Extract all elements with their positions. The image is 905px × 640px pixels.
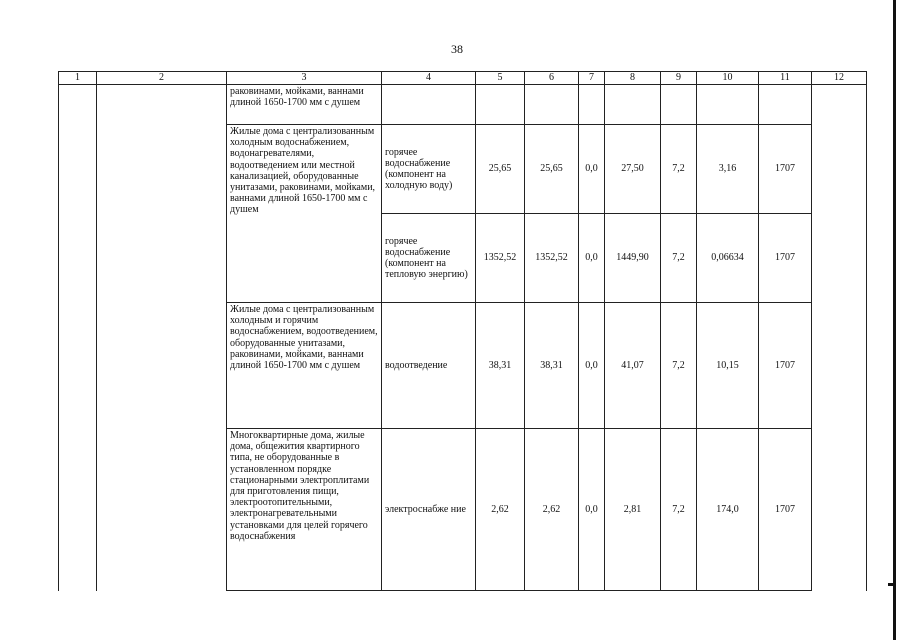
cell-col8	[605, 85, 661, 125]
cell-description: Жилые дома с централизованным холодным и горячим водоснабжением, водоотведением, оборудованные унитазами, раковинами, мойками, ваннами длиной 1650-1700 мм с душем	[227, 303, 382, 429]
cell-service: электроснабже ние	[382, 429, 476, 591]
cell-col7: 0,0	[579, 125, 605, 214]
cell-col8: 1449,90	[605, 214, 661, 303]
header-cell: 1	[59, 72, 97, 85]
table-row	[59, 85, 867, 125]
header-cell: 7	[579, 72, 605, 85]
cell-service: водоотведение	[382, 303, 476, 429]
cell-col9: 7,2	[661, 429, 697, 591]
cell-col6: 2,62	[525, 429, 579, 591]
header-cell: 12	[812, 72, 867, 85]
header-cell: 9	[661, 72, 697, 85]
page-number: 38	[451, 42, 463, 56]
cell-col11	[759, 85, 812, 125]
cell-col6: 38,31	[525, 303, 579, 429]
cell-col10: 10,15	[697, 303, 759, 429]
cell-col6: 25,65	[525, 125, 579, 214]
cell-col10: 174,0	[697, 429, 759, 591]
cell-description: Жилые дома с централизованным холодным водоснабжением, водонагревателями, водоотведением или местной канализацией, оборудованные унитазами, раковинами, мойками, ваннами длиной 1650-1700 мм с душем	[227, 125, 382, 303]
cell-col5: 38,31	[476, 303, 525, 429]
cell-col7: 0,0	[579, 303, 605, 429]
cell-col10: 0,06634	[697, 214, 759, 303]
cell-col2	[97, 85, 227, 591]
cell-col10	[697, 85, 759, 125]
header-cell: 2	[97, 72, 227, 85]
cell-col7	[579, 85, 605, 125]
cell-col5: 25,65	[476, 125, 525, 214]
header-cell: 10	[697, 72, 759, 85]
cell-description: Многоквартирные дома, жилые дома, общежития квартирного типа, не оборудованные в установленном порядке стационарными электроплитами для приготовления пищи, электроотопительными, электронагревательными установками для целей горячего водоснабжения	[227, 429, 382, 591]
header-cell: 11	[759, 72, 812, 85]
cell-col8: 2,81	[605, 429, 661, 591]
tariff-table	[58, 71, 867, 591]
cell-col11: 1707	[759, 303, 812, 429]
cell-col7: 0,0	[579, 214, 605, 303]
cell-col7: 0,0	[579, 429, 605, 591]
cell-service	[382, 85, 476, 125]
cell-service: горячее водоснабжение (компонент на холодную воду)	[382, 125, 476, 214]
cell-col1	[59, 85, 97, 591]
cell-col10: 3,16	[697, 125, 759, 214]
cell-col5	[476, 85, 525, 125]
header-cell: 5	[476, 72, 525, 85]
cell-col12	[812, 85, 867, 591]
header-cell: 8	[605, 72, 661, 85]
header-cell: 3	[227, 72, 382, 85]
cell-col9: 7,2	[661, 303, 697, 429]
cell-col11: 1707	[759, 429, 812, 591]
scan-edge-mark	[888, 583, 896, 586]
cell-col8: 27,50	[605, 125, 661, 214]
cell-col9: 7,2	[661, 125, 697, 214]
cell-col9	[661, 85, 697, 125]
header-row	[59, 72, 867, 85]
cell-col11: 1707	[759, 125, 812, 214]
cell-col8: 41,07	[605, 303, 661, 429]
cell-col5: 2,62	[476, 429, 525, 591]
cell-col9: 7,2	[661, 214, 697, 303]
cell-col6	[525, 85, 579, 125]
cell-service: горячее водоснабжение (компонент на тепловую энергию)	[382, 214, 476, 303]
cell-col6: 1352,52	[525, 214, 579, 303]
cell-col5: 1352,52	[476, 214, 525, 303]
header-cell: 6	[525, 72, 579, 85]
cell-col11: 1707	[759, 214, 812, 303]
header-cell: 4	[382, 72, 476, 85]
scan-edge-line	[893, 0, 896, 640]
cell-description: раковинами, мойками, ваннами длиной 1650-1700 мм с душем	[227, 85, 382, 125]
